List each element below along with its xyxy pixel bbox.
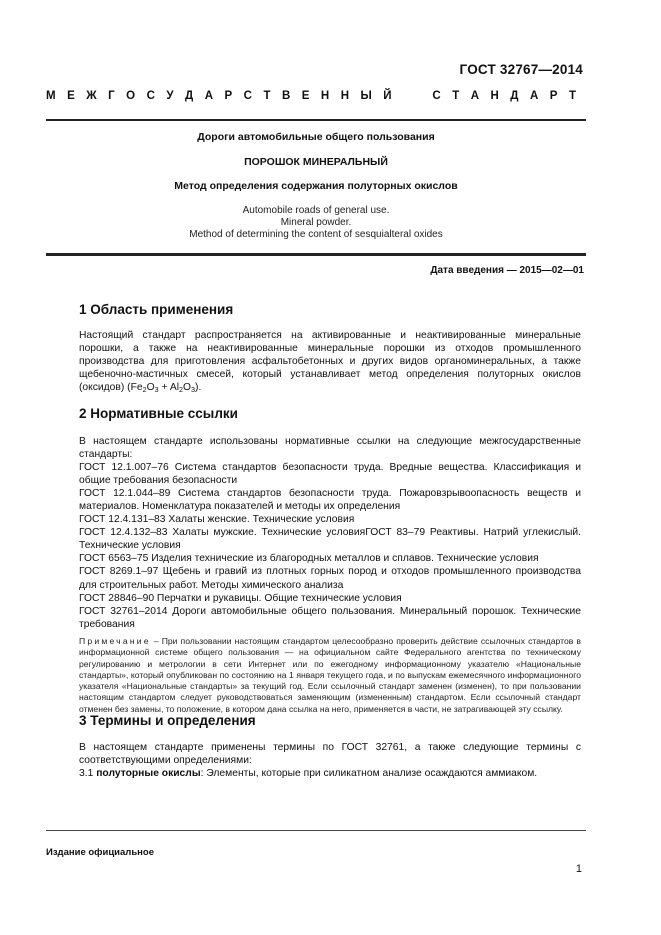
reference-item: ГОСТ 12.4.132–83 Халаты мужские. Технические условияГОСТ 83–79 Реактивы. Натрий углекислый. Технические условия	[79, 527, 581, 552]
banner-letter	[403, 90, 406, 102]
banner-letter: С	[243, 90, 252, 102]
banner-letter: Й	[383, 90, 392, 102]
banner-letter: М	[46, 90, 56, 102]
banner-letter: В	[281, 90, 291, 102]
english-title-line: Automobile roads of general use.	[242, 205, 390, 216]
subscript: 3	[154, 385, 159, 394]
reference-item: ГОСТ 6563–75 Изделия технические из благородных металлов и сплавов. Технические условия	[79, 553, 539, 565]
reference-item: ГОСТ 8269.1–97 Щебень и гравий из плотных горных пород и отходов промышленного производства для строительных работ. Методы химического анализа	[79, 566, 581, 591]
reference-item: ГОСТ 28846–90 Перчатки и рукавицы. Общие технические условия	[79, 592, 402, 604]
formula-part: O	[146, 382, 155, 393]
term-text: : Элементы, которые при силикатном анализе осаждаются аммиаком.	[200, 768, 538, 780]
banner-letter	[418, 90, 421, 102]
header-rule	[46, 119, 586, 121]
banner-letter: Е	[301, 90, 310, 102]
reference-item: ГОСТ 12.4.131–83 Халаты женские. Технические условия	[79, 514, 355, 526]
introduction-date: Дата введения — 2015—02—01	[430, 265, 584, 276]
banner-letter: Е	[67, 90, 75, 102]
banner-letter: А	[470, 90, 480, 102]
subscript: 3	[191, 385, 196, 394]
banner-letter: Ж	[86, 90, 97, 102]
term-definition	[79, 767, 581, 780]
banner-letter: Д	[510, 90, 519, 102]
reference-item: ГОСТ 12.1.044–89 Система стандартов безопасности труда. Пожаровзрывоопасность веществ и материалов. Номенклатура показателей и методы их определения	[79, 488, 581, 513]
term-name: полуторные окислы	[96, 768, 201, 780]
banner-letter: Т	[568, 90, 576, 102]
reference-item: ГОСТ 32761–2014 Дороги автомобильные общего пользования. Минеральный порошок. Технические требования	[79, 605, 581, 630]
section-3-heading: 3 Термины и определения	[79, 713, 256, 728]
formula-part: O	[183, 382, 192, 393]
english-title	[46, 205, 586, 241]
banner-letter: Р	[224, 90, 233, 102]
banner-letter: Ы	[360, 90, 372, 102]
section-3-body	[79, 741, 581, 780]
banner-letter: А	[529, 90, 539, 102]
banner-letter: А	[204, 90, 214, 102]
title-line-3: Метод определения содержания полуторных окислов	[174, 180, 458, 192]
subscript: 2	[179, 385, 184, 394]
title-line-1: Дороги автомобильные общего пользования	[197, 131, 435, 143]
term-number: 3.1	[79, 768, 97, 780]
banner-letter: Н	[320, 90, 330, 102]
section-3-lead: В настоящем стандарте применены термины по ГОСТ 32761, а также следующие термины с соответствующими определениями:	[79, 742, 581, 767]
reference-item: ГОСТ 12.1.007–76 Система стандартов безопасности труда. Вредные вещества. Классификация и общие требования безопасности	[79, 462, 581, 487]
footer-rule	[46, 830, 586, 831]
document-id: ГОСТ 32767—2014	[459, 62, 583, 77]
publication-label: Издание официальное	[46, 847, 154, 858]
banner-letter: Г	[108, 90, 115, 102]
section-1-text: Настоящий стандарт распространяется на активированные и неактивированные минеральные порошки, а также на неактивированные минеральные порошки из отходов промышленного производства для приготовления асфальтобетонных и других видов органоминеральных, а также щебеночно-мастичных смесей, который устанавливает метод определения полуторных окислов (оксидов) (Fe	[79, 330, 581, 393]
note-label: Примечание	[79, 636, 151, 646]
english-title-line: Mineral powder.	[280, 217, 352, 228]
banner-letter: С	[432, 90, 441, 102]
banner-letter: Р	[549, 90, 558, 102]
banner-letter: У	[166, 90, 174, 102]
formula-part: ).	[195, 382, 202, 393]
english-title-line: Method of determining the content of sesquialteral oxides	[189, 229, 443, 240]
banner-letter: О	[126, 90, 136, 102]
banner-letter: Д	[185, 90, 194, 102]
note-block	[79, 636, 581, 715]
banner-letter: Н	[490, 90, 499, 102]
title-line-2: ПОРОШОК МИНЕРАЛЬНЫЙ	[244, 156, 388, 168]
subscript: 2	[142, 385, 147, 394]
section-2-heading: 2 Нормативные ссылки	[79, 406, 238, 421]
note-text: – При пользовании настоящим стандартом целесообразно проверить действие ссылочных стандартов в информационной системе общего пользования — на официальном сайте Федерального агентства по техническому регулированию и метрологии в сети Интернет или по ежегодному информационному указателю «Национальные стандарты», который опубликован по состоянию на 1 января текущего года, и по выпускам ежемесячного информационного указателя «Национальные стандарты» за текущий год. Если ссылочный стандарт заменен (изменен), то при пользовании настоящим стандартом следует руководствоваться заменяющим (измененным) стандартом. Если ссылочный стандарт отменен без замены, то положение, в котором дана ссылка на него, применяется в части, не затрагивающей эту ссылку.	[79, 636, 581, 714]
formula-part: + Al	[158, 382, 179, 393]
section-2-lead: В настоящем стандарте использованы нормативные ссылки на следующие межгосударственные стандарты:	[79, 436, 581, 461]
banner-letter: Т	[263, 90, 271, 102]
page-number: 1	[575, 863, 582, 875]
section-1-paragraph	[79, 329, 581, 396]
section-2-references	[79, 435, 581, 631]
interstate-standard-banner	[46, 90, 576, 102]
banner-letter: Н	[340, 90, 350, 102]
banner-letter: С	[146, 90, 155, 102]
banner-letter: Т	[452, 90, 460, 102]
title-rule	[46, 253, 586, 256]
section-1-heading: 1 Область применения	[79, 302, 234, 317]
